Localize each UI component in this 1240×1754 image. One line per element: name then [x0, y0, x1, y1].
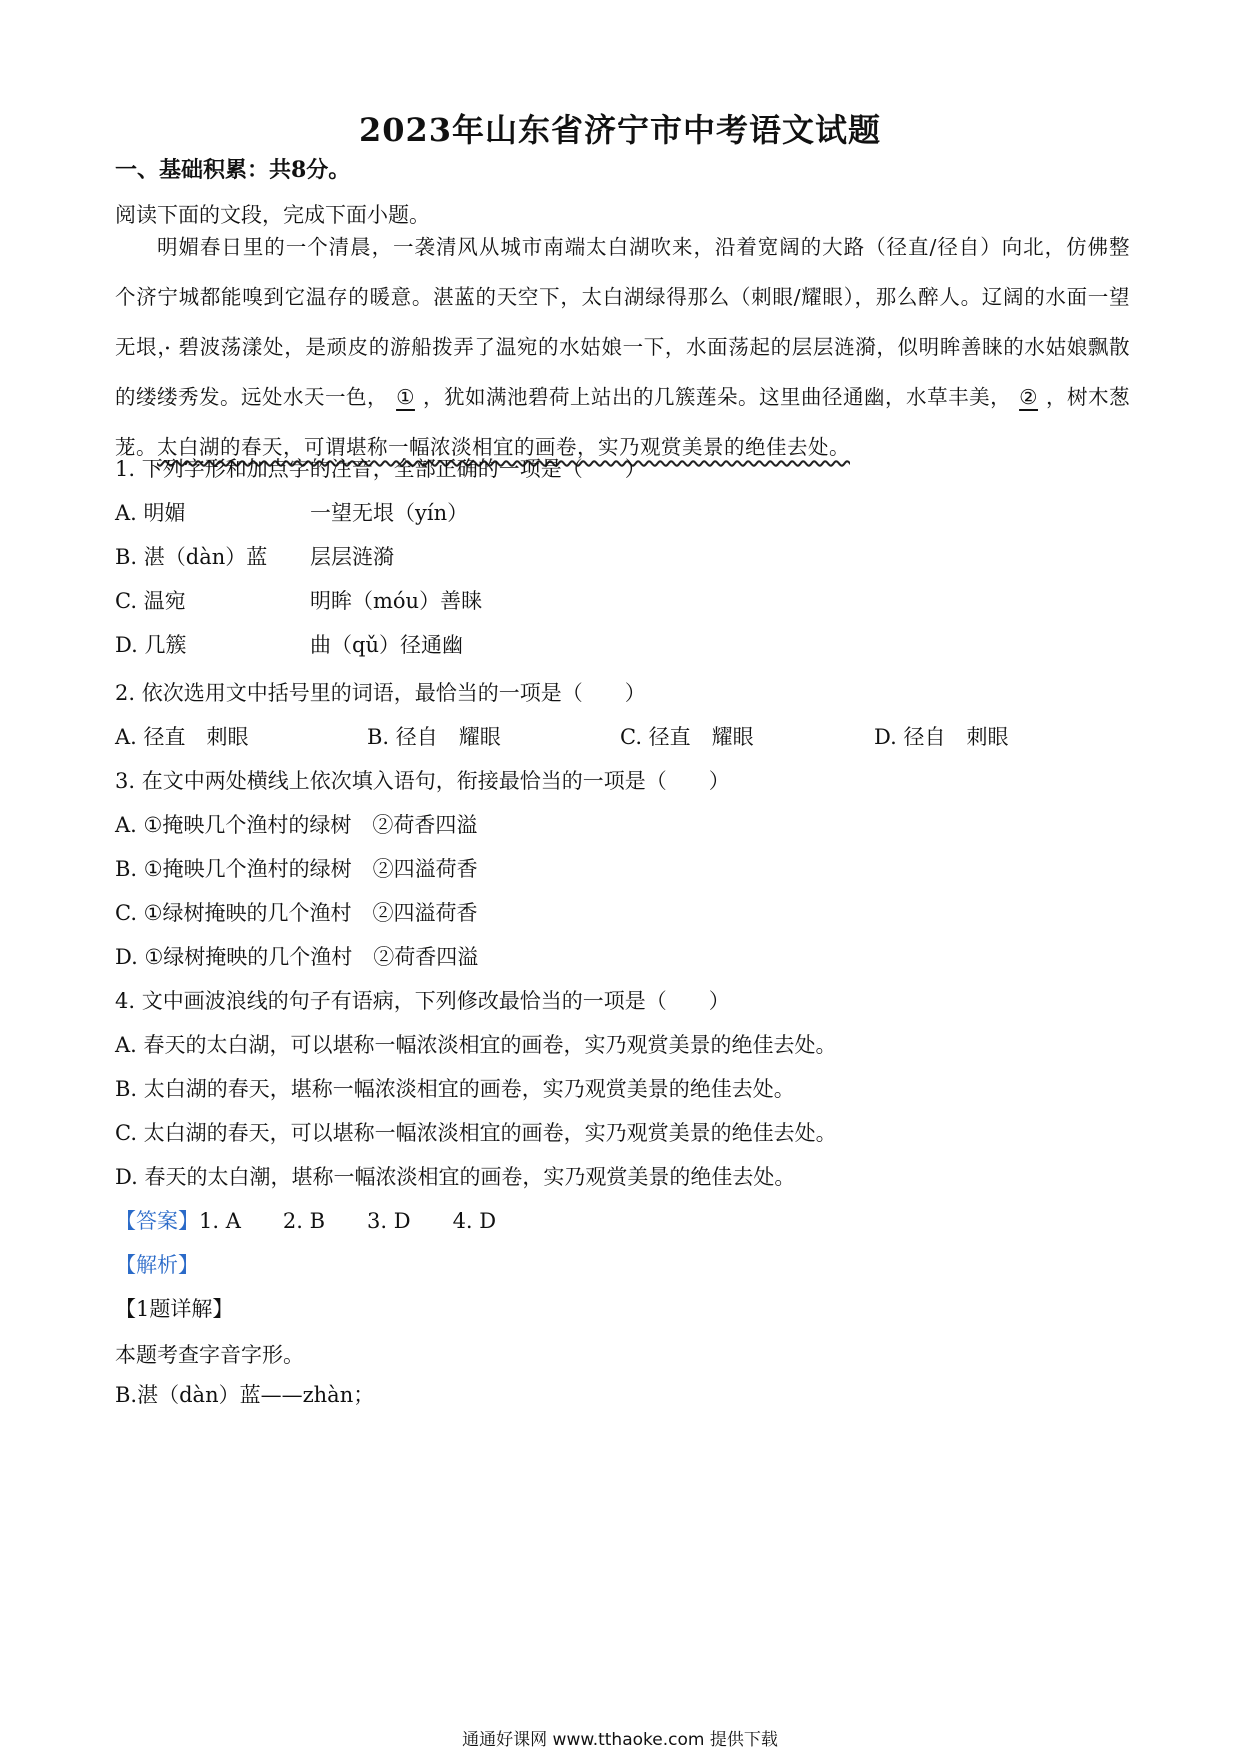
passage-sentence-3: ，碧波荡漾处，是顽皮的游船拨弄了温宛的水姑娘一下，水面荡起的层层涟漪，似明眸善睐的水姑娘飘散的缕缕秀发。远处水天一色，: [115, 335, 1131, 409]
passage-sentence-4: ，犹如满池碧荷上站出的几簇莲朵。这里曲径通幽，水草丰美，: [422, 385, 1012, 409]
q1-option-a-left: A. 明媚: [115, 501, 186, 525]
q2-option-c: C. 径直 耀眼: [620, 725, 754, 749]
footer-source: 通通好课网 www.tthaoke.com 提供下载: [462, 1730, 778, 1750]
q2-stem: 2. 依次选用文中括号里的词语，最恰当的一项是（ ）: [115, 681, 646, 705]
q4-option-a: A. 春天的太白湖，可以堪称一幅浓淡相宜的画卷，实乃观赏美景的绝佳去处。: [115, 1033, 837, 1057]
detail-line-2: B.湛（dàn）蓝——zhàn；: [115, 1383, 375, 1407]
section-heading: 一、基础积累：共8分。: [115, 157, 351, 183]
answer-text: 1. A 2. B 3. D 4. D: [199, 1209, 497, 1233]
q1-option-b-left: B. 湛（dàn）蓝: [115, 545, 268, 569]
q3-option-b: B. ①掩映几个渔村的绿树 ②四溢荷香: [115, 857, 478, 881]
q3-option-c: C. ①绿树掩映的几个渔村 ②四溢荷香: [115, 901, 478, 925]
page-title: 2023年山东省济宁市中考语文试题: [358, 111, 882, 149]
q1-option-b-right: 层层涟漪: [310, 545, 394, 569]
q3-stem: 3. 在文中两处横线上依次填入语句，衔接最恰当的一项是（ ）: [115, 769, 730, 793]
q3-option-d: D. ①绿树掩映的几个渔村 ②荷香四溢: [115, 945, 479, 969]
q1-option-c-right: 明眸（móu）善睐: [310, 589, 483, 613]
q4-option-b: B. 太白湖的春天，堪称一幅浓淡相宜的画卷，实乃观赏美景的绝佳去处。: [115, 1077, 795, 1101]
q4-stem: 4. 文中画波浪线的句子有语病，下列修改最恰当的一项是（ ）: [115, 989, 730, 1013]
dotted-char-yin: 垠 •: [136, 335, 157, 359]
q1-option-d-right: 曲（qǔ）径通幽: [310, 633, 463, 657]
passage-sentence-5: ，树木葱茏。: [115, 385, 1130, 459]
q1-option-a-right: 一望无垠（yín）: [310, 501, 469, 525]
q2-option-b: B. 径自 耀眼: [367, 725, 501, 749]
detail-line-1: 本题考查字音字形。: [115, 1343, 304, 1367]
answer-label: 【答案】: [115, 1209, 199, 1233]
reading-instruction: 阅读下面的文段，完成下面小题。: [115, 203, 430, 227]
q1-stem: 1. 下列字形和加点字的注音，全部正确的一项是（ ）: [115, 457, 646, 481]
analysis-label: 【解析】: [115, 1253, 199, 1277]
reading-passage: [115, 222, 1130, 472]
answer-line: [115, 1206, 496, 1236]
passage-sentence-1: 明媚春日里的一个清晨，一袭清风从城市南端太白湖吹来，沿着宽阔的大路（径直/径自）向北，仿佛整个济宁城都能嗅到它温存的暖意。: [115, 235, 1130, 309]
passage-sentence-2: 蓝的天空下，太白湖绿得那么（刺眼/耀眼），那么醉人。辽阔的水面一望无: [115, 285, 1131, 359]
q3-option-a: A. ①掩映几个渔村的绿树 ②荷香四溢: [115, 813, 478, 837]
q2-option-d: D. 径自 刺眼: [874, 725, 1009, 749]
q4-option-d: D. 春天的太白潮，堪称一幅浓淡相宜的画卷，实乃观赏美景的绝佳去处。: [115, 1165, 796, 1189]
q4-option-c: C. 太白湖的春天，可以堪称一幅浓淡相宜的画卷，实乃观赏美景的绝佳去处。: [115, 1121, 837, 1145]
q1-option-c-left: C. 温宛: [115, 589, 186, 613]
q1-option-d-left: D. 几簇: [115, 633, 187, 657]
q2-option-a: A. 径直 刺眼: [115, 725, 249, 749]
dotted-char-zhan: 湛 •: [433, 285, 454, 309]
blank-1: ①: [396, 385, 415, 409]
detail-label: 【1题详解】: [115, 1297, 234, 1321]
wavy-underlined-sentence: 太白湖的春天，可谓堪称一幅浓淡相宜的画卷，实乃观赏美景的绝佳去处。: [157, 435, 850, 459]
blank-2: ②: [1019, 385, 1038, 409]
